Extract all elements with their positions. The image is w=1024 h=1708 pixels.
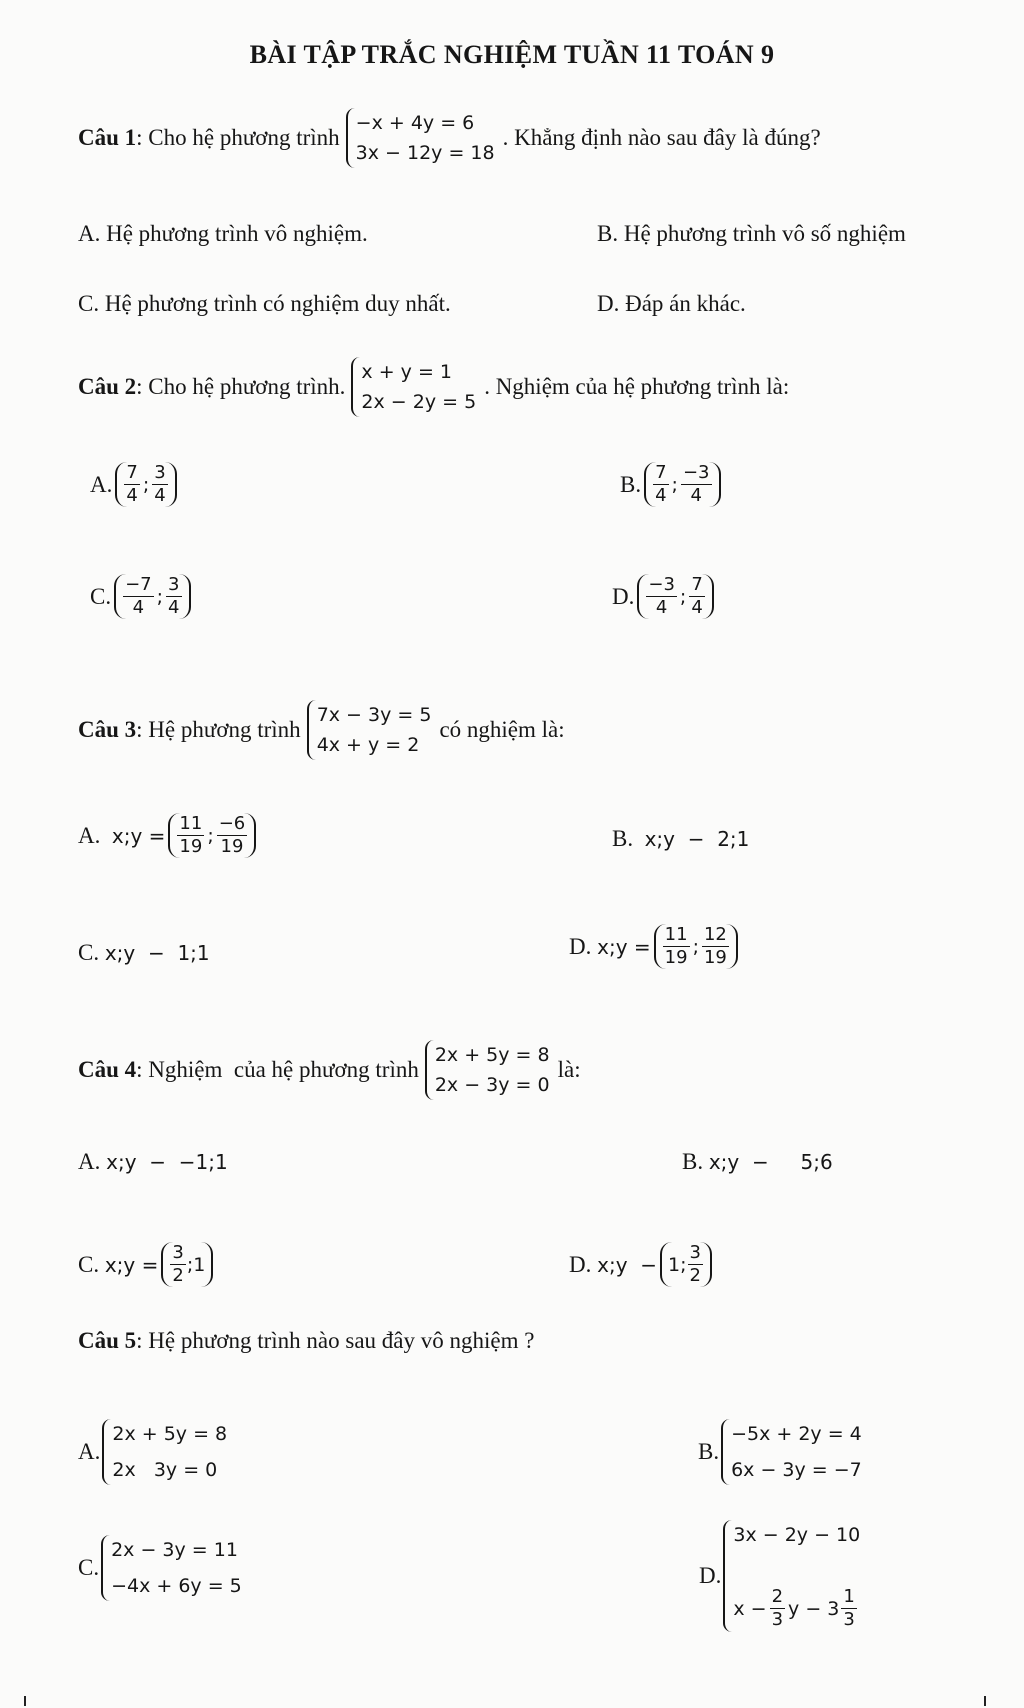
numerator: 11 xyxy=(664,924,688,945)
numerator: 2 xyxy=(771,1586,784,1607)
question-1-prefix: : Cho hệ phương trình xyxy=(136,125,340,150)
option-letter: D. xyxy=(612,583,635,609)
equation-1: −x + 4y = 6 xyxy=(355,112,475,134)
option-letter: D. xyxy=(699,1563,722,1588)
question-4-system xyxy=(425,1040,554,1100)
option-text: x;y − 2;1 xyxy=(644,827,750,851)
question-3-system xyxy=(307,700,436,760)
equation-1: x + y = 1 xyxy=(361,361,452,383)
numerator: −7 xyxy=(125,574,152,595)
option-lhs: x;y = xyxy=(111,823,166,848)
q2-option-a[interactable] xyxy=(90,462,180,507)
equation-2: 6x − 3y = −7 xyxy=(731,1459,862,1481)
q1-option-b[interactable]: B. Hệ phương trình vô số nghiệm xyxy=(597,221,906,246)
option-system xyxy=(102,1419,231,1485)
question-4 xyxy=(78,1040,581,1100)
q3-option-b[interactable] xyxy=(612,826,749,852)
solution-pair: $\frac{-7}{4}$ ; $\frac{3}{4}$ xyxy=(114,574,190,619)
equation-1: −5x + 2y = 4 xyxy=(731,1423,862,1445)
term-mid: y − 3 xyxy=(788,1597,840,1620)
q4-option-d[interactable] xyxy=(569,1242,715,1287)
question-5 xyxy=(78,1328,534,1354)
question-5-label: Câu 5 xyxy=(78,1328,137,1353)
question-4-label: Câu 4 xyxy=(78,1057,137,1082)
option-text: x;y − 1;1 xyxy=(104,941,210,965)
equation-2: 2x 3y = 0 xyxy=(112,1459,218,1481)
q1-option-c[interactable]: C. Hệ phương trình có nghiệm duy nhất. xyxy=(78,291,451,316)
question-2 xyxy=(78,357,789,417)
q3-option-a[interactable] xyxy=(78,813,259,858)
denominator: 4 xyxy=(655,597,668,618)
question-1-system xyxy=(346,108,499,168)
equation-1: 7x − 3y = 5 xyxy=(316,704,432,726)
option-letter: C. xyxy=(90,583,112,609)
question-1 xyxy=(78,108,821,168)
option-letter: C. xyxy=(78,940,100,965)
question-1-suffix: . Khẳng định nào sau đây là đúng? xyxy=(502,125,821,150)
option-letter: A. xyxy=(90,471,113,497)
q2-option-c[interactable] xyxy=(90,574,194,619)
numerator: 12 xyxy=(703,924,727,945)
option-letter: A. xyxy=(78,822,101,848)
denominator: 4 xyxy=(154,485,166,506)
denominator: 19 xyxy=(179,836,203,857)
question-2-suffix: . Nghiệm của hệ phương trình là: xyxy=(484,374,790,399)
solution-pair: $\frac{11}{19}$ ; $\frac{12}{19}$ xyxy=(654,924,738,969)
option-system xyxy=(101,1535,246,1601)
solution-pair: $\frac{7}{4}$ ; $\frac{3}{4}$ xyxy=(115,462,176,507)
question-3 xyxy=(78,700,565,760)
q5-option-c[interactable] xyxy=(78,1535,250,1601)
question-3-suffix: có nghiệm là: xyxy=(439,717,565,742)
question-2-system xyxy=(351,357,480,417)
numerator: 11 xyxy=(179,813,203,834)
option-lhs: x;y = xyxy=(597,934,651,959)
q1-option-d[interactable]: D. Đáp án khác. xyxy=(597,291,746,316)
solution-pair: $\frac{11}{19}$ ; $\frac{-6}{19}$ xyxy=(168,813,256,858)
edge-mark-left xyxy=(24,1696,26,1706)
numerator: 3 xyxy=(154,462,166,483)
q2-option-d[interactable] xyxy=(612,574,717,619)
numerator: 1 xyxy=(843,1586,855,1607)
option-letter: A. xyxy=(78,1439,101,1464)
option-letter: C. xyxy=(78,1251,100,1277)
edge-mark-right xyxy=(984,1696,986,1706)
denominator: 4 xyxy=(655,485,667,506)
q3-option-d[interactable] xyxy=(569,924,741,969)
numerator: 3 xyxy=(168,574,180,595)
equation-1: 2x + 5y = 8 xyxy=(434,1044,550,1066)
question-3-label: Câu 3 xyxy=(78,717,137,742)
equation-1: 2x + 5y = 8 xyxy=(112,1423,228,1445)
option-letter: B. xyxy=(698,1439,720,1464)
denominator: 2 xyxy=(172,1265,184,1286)
pair-tail: ;1 xyxy=(186,1253,206,1276)
equation-1: 3x − 2y − 10 xyxy=(733,1524,861,1546)
option-text: x;y − −1;1 xyxy=(106,1150,228,1174)
solution-pair: $\frac{7}{4}$ ; $\frac{-3}{4}$ xyxy=(644,462,720,507)
numerator: −3 xyxy=(682,462,710,483)
q3-option-c[interactable] xyxy=(78,940,210,966)
option-letter: B. xyxy=(682,1149,704,1174)
option-lhs: x;y − xyxy=(597,1252,658,1277)
denominator: 4 xyxy=(690,485,702,506)
numerator: −3 xyxy=(648,574,675,595)
q5-option-a[interactable] xyxy=(78,1419,235,1485)
question-5-text: : Hệ phương trình nào sau đây vô nghiệm ? xyxy=(136,1328,535,1353)
denominator: 3 xyxy=(843,1609,855,1630)
denominator: 19 xyxy=(664,947,688,968)
q4-option-a[interactable] xyxy=(78,1149,228,1175)
question-2-label: Câu 2 xyxy=(78,374,137,399)
solution-pair xyxy=(161,1242,213,1287)
q5-option-b[interactable] xyxy=(698,1419,870,1485)
numerator: 7 xyxy=(655,462,667,483)
equation-2: 2x − 2y = 5 xyxy=(361,391,477,413)
denominator: 3 xyxy=(771,1609,784,1630)
denominator: 4 xyxy=(132,597,145,618)
option-letter: D. xyxy=(569,933,592,959)
pair-head: 1; xyxy=(668,1253,687,1276)
numerator: 3 xyxy=(689,1242,701,1263)
q4-option-c[interactable] xyxy=(78,1242,216,1287)
option-letter: A. xyxy=(78,1149,101,1174)
numerator: 7 xyxy=(691,574,703,595)
numerator: −6 xyxy=(218,813,246,834)
denominator: 4 xyxy=(168,597,180,618)
q1-option-a[interactable]: A. Hệ phương trình vô nghiệm. xyxy=(78,221,368,246)
page-title: BÀI TẬP TRẮC NGHIỆM TUẦN 11 TOÁN 9 xyxy=(249,40,775,69)
solution-pair: $\frac{-3}{4}$ ; $\frac{7}{4}$ xyxy=(637,574,713,619)
option-letter: C. xyxy=(78,1555,100,1580)
q2-option-b[interactable] xyxy=(620,462,724,507)
option-letter: B. xyxy=(612,826,634,851)
option-text: x;y − 5;6 xyxy=(708,1150,833,1174)
equation-2 xyxy=(733,1586,860,1631)
denominator: 19 xyxy=(220,836,244,857)
equation-2: −4x + 6y = 5 xyxy=(111,1575,242,1597)
option-letter: D. xyxy=(569,1251,592,1277)
question-4-suffix: là: xyxy=(557,1057,581,1082)
question-4-prefix: : Nghiệm của hệ phương trình xyxy=(136,1057,419,1082)
option-system xyxy=(723,1520,864,1632)
denominator: 4 xyxy=(126,485,138,506)
option-system xyxy=(721,1419,866,1485)
solution-pair xyxy=(660,1242,712,1287)
option-letter: B. xyxy=(620,471,642,497)
denominator: 4 xyxy=(691,597,703,618)
denominator: 19 xyxy=(703,947,727,968)
equation-2: 2x − 3y = 0 xyxy=(434,1074,550,1096)
equation-2: 4x + y = 2 xyxy=(316,734,420,756)
equation-2: 3x − 12y = 18 xyxy=(355,142,495,164)
q5-option-d[interactable] xyxy=(699,1520,868,1632)
question-2-prefix: : Cho hệ phương trình. xyxy=(136,374,346,399)
numerator: 3 xyxy=(172,1242,184,1263)
option-lhs: x;y = xyxy=(104,1252,159,1277)
numerator: 7 xyxy=(126,462,138,483)
question-3-prefix: : Hệ phương trình xyxy=(136,717,301,742)
denominator: 2 xyxy=(689,1265,701,1286)
equation-1: 2x − 3y = 11 xyxy=(111,1539,238,1561)
term-x: x − xyxy=(733,1597,767,1620)
question-1-label: Câu 1 xyxy=(78,125,137,150)
q4-option-b[interactable] xyxy=(682,1149,833,1175)
